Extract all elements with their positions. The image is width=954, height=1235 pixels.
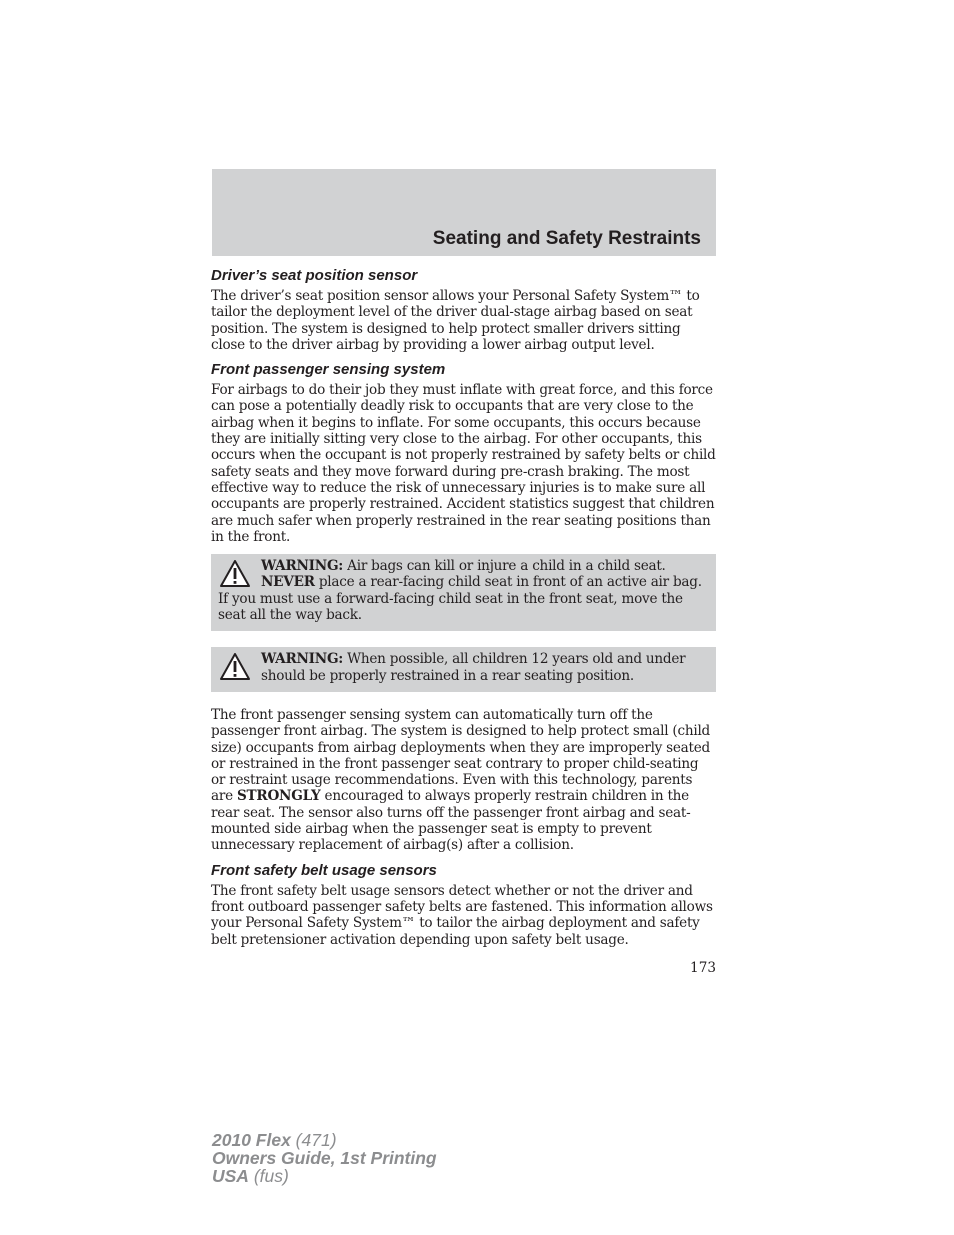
- paragraph-belt-usage-sensors: The front safety belt usage sensors detect whether or not the driver and front outboard passenger safety belts are fastened. This information allows your Personal Safety System™ to tailor the airbag deployment and safety belt pretensioner activation depending upon safety belt usage.: [211, 882, 713, 948]
- footer-line-region: USA (fus): [212, 1166, 289, 1186]
- paragraph-passenger-sensing: For airbags to do their job they must inflate with great force, and this force can pose a potentially deadly risk to occupants that are very close to the airbag when it begins to inflate. For some occupants, this occurs because they are initially sitting very close to the airbag. For other occupants, this occurs when the occupant is not properly restrained by safety belts or child safety seats and they move forward during pre-crash braking. The most effective way to reduce the risk of unnecessary injuries is to make sure all occupants are properly restrained. Accident statistics suggest that children are much safer when properly restrained in the rear seating positions than in the front.: [211, 382, 716, 545]
- emphasis-strongly: STRONGLY: [236, 788, 321, 805]
- section-title-passenger-sensing: Front passenger sensing system: [211, 361, 446, 379]
- section-title-seat-position-sensor: Driver’s seat position sensor: [211, 267, 418, 284]
- section-title-belt-usage-sensors: Front safety belt usage sensors: [211, 861, 437, 879]
- warning-label: WARNING:: [261, 651, 344, 668]
- page-number: 173: [690, 960, 716, 976]
- warning-box-child-seat: [211, 554, 716, 631]
- footer-print-info: [212, 1131, 437, 1185]
- header-band: [212, 169, 716, 256]
- warning-text: Air bags can kill or injure a child in a child seat.: [343, 558, 666, 575]
- warning-label: WARNING:: [261, 558, 344, 575]
- warning-emphasis-never: NEVER: [261, 574, 315, 591]
- paragraph-text: encouraged to always properly restrain children in the rear seat. The sensor also turns off the passenger front airbag and seat-mounted side airbag when the passenger seat is empty to prevent unnecessary replacement of airbag(s) after a collision.: [211, 788, 691, 854]
- warning-box-children-rear-seat: [211, 647, 716, 692]
- paragraph-passenger-airbag-off: [211, 707, 716, 854]
- paragraph-seat-position-sensor: The driver’s seat position sensor allows your Personal Safety System™ to tailor the deployment level of the driver dual-stage airbag based on seat position. The system is designed to help protect smaller drivers sitting close to the driver airbag by providing a lower airbag output level.: [211, 288, 700, 353]
- warning-triangle-icon: [219, 559, 251, 589]
- page-title: Seating and Safety Restraints: [432, 228, 701, 249]
- warning-text: place a rear-facing child seat in front of an active air bag. If you must use a forward-facing child seat in the front seat, move the seat all the way back.: [218, 574, 702, 624]
- paragraph-text: The front passenger sensing system can automatically turn off the passenger front airbag. The system is designed to help protect small (child size) occupants from airbag deployments when they are improperly seated or restrained in the front passenger seat contrary to proper child-seating or restraint usage recommendations. Even with this technology, parents are: [211, 706, 710, 805]
- warning-triangle-icon: [219, 652, 251, 682]
- page-content: [211, 266, 716, 948]
- footer-line-model: 2010 Flex (471): [212, 1130, 337, 1150]
- footer-line-guide: Owners Guide, 1st Printing: [212, 1148, 437, 1168]
- warning-text: When possible, all children 12 years old and under should be properly restrained in a rear seating position.: [261, 651, 686, 684]
